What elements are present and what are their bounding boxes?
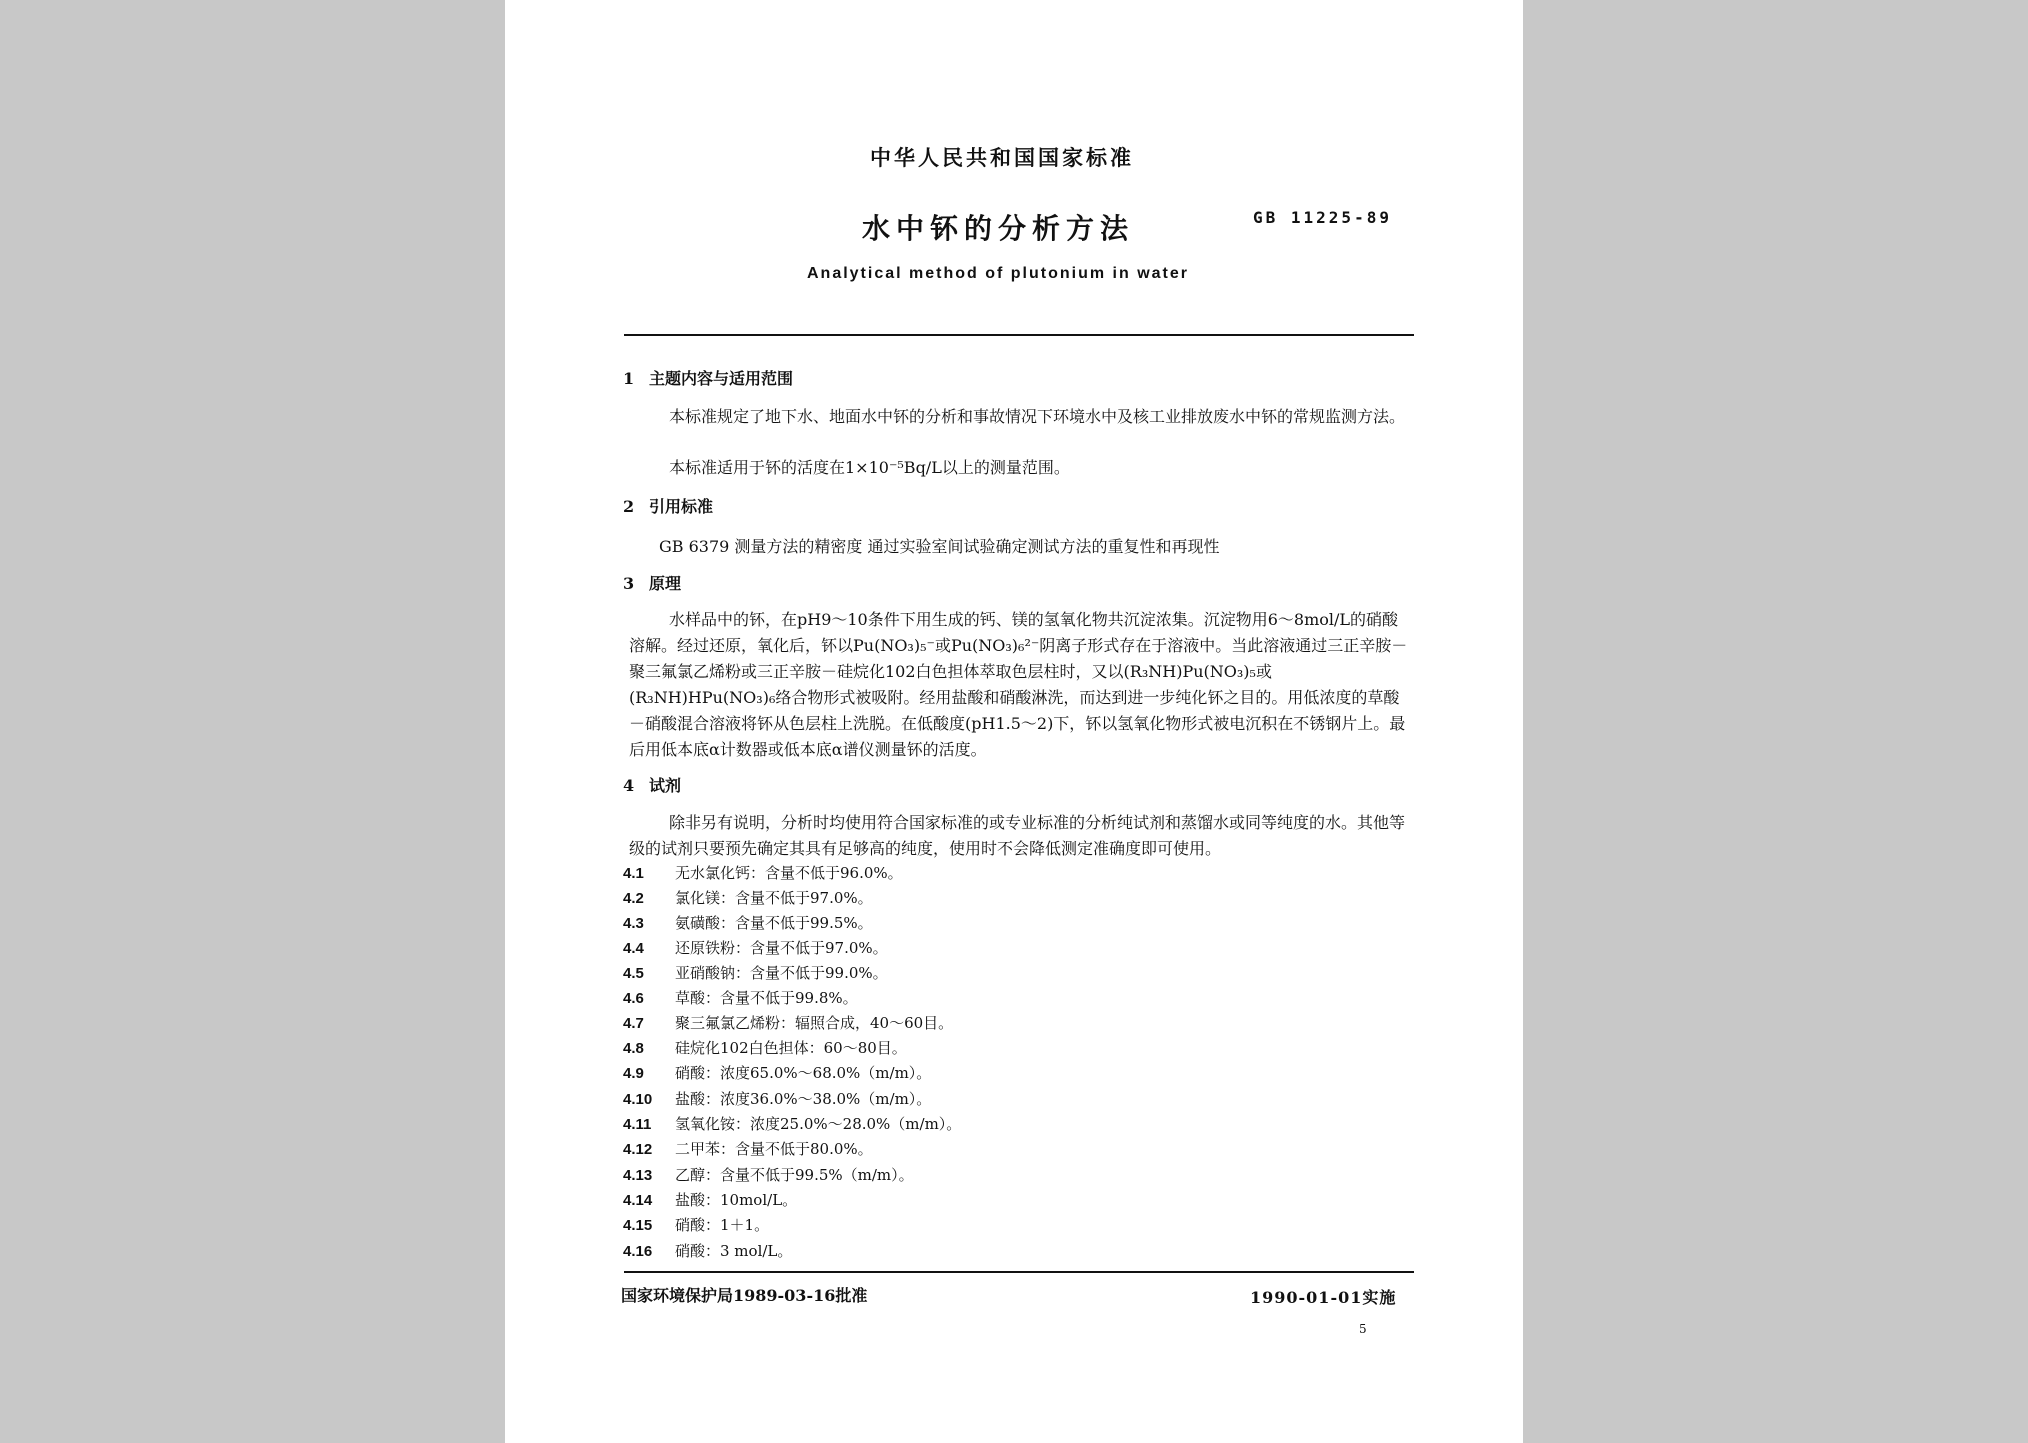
page-number: 5: [1359, 1322, 1367, 1336]
item-text: 草酸：含量不低于99.8%。: [675, 989, 858, 1007]
standard-code: GB 11225-89: [1253, 208, 1392, 227]
list-item: [623, 1214, 769, 1235]
item-text: 聚三氟氯乙烯粉：辐照合成，40～60目。: [675, 1014, 954, 1032]
item-text: 硝酸：1＋1。: [675, 1216, 770, 1234]
item-number: 4.15: [623, 1217, 653, 1234]
section-title: 试剂: [649, 776, 682, 795]
list-item: [623, 862, 903, 883]
item-number: 4.3: [623, 915, 644, 932]
item-text: 还原铁粉：含量不低于97.0%。: [675, 939, 888, 957]
list-item: [623, 1113, 961, 1134]
item-text: 盐酸：10mol/L。: [675, 1191, 798, 1209]
item-number: 4.2: [623, 890, 644, 907]
item-number: 4.7: [623, 1015, 644, 1032]
item-number: 4.12: [623, 1141, 653, 1158]
item-number: 4.6: [623, 990, 644, 1007]
national-standard-heading: 中华人民共和国国家标准: [870, 145, 1134, 170]
document-page: [505, 0, 1523, 1443]
list-item: [623, 1088, 931, 1109]
item-text: 二甲苯：含量不低于80.0%。: [675, 1140, 873, 1158]
section-3-heading: [623, 571, 681, 594]
item-number: 4.13: [623, 1167, 653, 1184]
bottom-divider: [624, 1271, 1414, 1273]
item-number: 4.11: [623, 1116, 652, 1133]
item-number: 4.16: [623, 1243, 653, 1260]
section-3-paragraph: 水样品中的钚，在pH9～10条件下用生成的钙、镁的氢氧化物共沉淀浓集。沉淀物用6～8mol/L的硝酸溶解。经过还原，氧化后，钚以Pu(NO₃)₅⁻或Pu(NO₃)₆²⁻阴离子形式存在于溶液中。当此溶液通过三正辛胺－聚三氟氯乙烯粉或三正辛胺－硅烷化102白色担体萃取色层柱时，又以(R₃NH)Pu(NO₃)₅或(R₃NH)HPu(NO₃)₆络合物形式被吸附。经用盐酸和硝酸淋洗，而达到进一步纯化钚之目的。用低浓度的草酸－硝酸混合溶液将钚从色层柱上洗脱。在低酸度(pH1.5～2)下，钚以氢氧化物形式被电沉积在不锈钢片上。最后用低本底α计数器或低本底α谱仪测量钚的活度。: [629, 610, 1408, 759]
section-title: 引用标准: [649, 497, 714, 516]
item-number: 4.5: [623, 965, 644, 982]
list-item: [623, 987, 858, 1008]
list-item: [623, 1062, 931, 1083]
item-text: 硝酸：浓度65.0%～68.0%（m/m）。: [675, 1064, 932, 1082]
section-2-heading: [623, 494, 713, 517]
item-text: 无水氯化钙：含量不低于96.0%。: [675, 864, 903, 882]
item-number: 4.9: [623, 1065, 644, 1082]
list-item: [623, 1012, 953, 1033]
top-divider: [624, 334, 1414, 336]
section-4-paragraph: 除非另有说明，分析时均使用符合国家标准的或专业标准的分析纯试剂和蒸馏水或同等纯度的水。其他等级的试剂只要预先确定其具有足够高的纯度，使用时不会降低测定准确度即可使用。: [629, 813, 1406, 858]
item-number: 4.4: [623, 940, 644, 957]
item-number: 4.1: [623, 865, 644, 882]
section-4-heading: [623, 773, 681, 796]
list-item: [623, 1240, 792, 1261]
referenced-standard: GB 6379 测量方法的精密度 通过实验室间试验确定测试方法的重复性和再现性: [659, 537, 1220, 556]
section-title: 原理: [649, 574, 682, 593]
effective-date: 1990-01-01实施: [1250, 1288, 1397, 1307]
section-number: 1: [623, 369, 635, 388]
section-1-heading: [623, 366, 793, 389]
list-item: [623, 962, 888, 983]
item-number: 4.14: [623, 1192, 653, 1209]
item-text: 亚硝酸钠：含量不低于99.0%。: [675, 964, 888, 982]
item-text: 乙醇：含量不低于99.5%（m/m）。: [675, 1166, 914, 1184]
approval-date: 国家环境保护局1989-03-16批准: [621, 1286, 868, 1305]
page-title: 水中钚的分析方法: [861, 212, 1134, 245]
list-item: [623, 1189, 797, 1210]
item-number: 4.8: [623, 1040, 644, 1057]
list-item: [623, 1164, 914, 1185]
item-text: 氯化镁：含量不低于97.0%。: [675, 889, 873, 907]
section-1-paragraph-1: 本标准规定了地下水、地面水中钚的分析和事故情况下环境水中及核工业排放废水中钚的常规监测方法。: [669, 407, 1406, 426]
item-text: 硝酸：3 mol/L。: [675, 1242, 793, 1260]
english-title: Analytical method of plutonium in water: [806, 265, 1189, 282]
item-text: 氢氧化铵：浓度25.0%～28.0%（m/m）。: [675, 1115, 962, 1133]
item-text: 氨磺酸：含量不低于99.5%。: [675, 914, 873, 932]
item-number: 4.10: [623, 1091, 653, 1108]
list-item: [623, 937, 888, 958]
item-text: 硅烷化102白色担体：60～80目。: [675, 1039, 907, 1057]
section-number: 3: [623, 574, 635, 593]
list-item: [623, 912, 873, 933]
list-item: [623, 887, 873, 908]
list-item: [623, 1037, 907, 1058]
section-title: 主题内容与适用范围: [649, 369, 794, 388]
list-item: [623, 1138, 873, 1159]
section-number: 4: [623, 776, 635, 795]
item-text: 盐酸：浓度36.0%～38.0%（m/m）。: [675, 1090, 932, 1108]
section-1-paragraph-2: 本标准适用于钚的活度在1×10⁻⁵Bq/L以上的测量范围。: [669, 458, 1070, 477]
section-number: 2: [623, 497, 635, 516]
